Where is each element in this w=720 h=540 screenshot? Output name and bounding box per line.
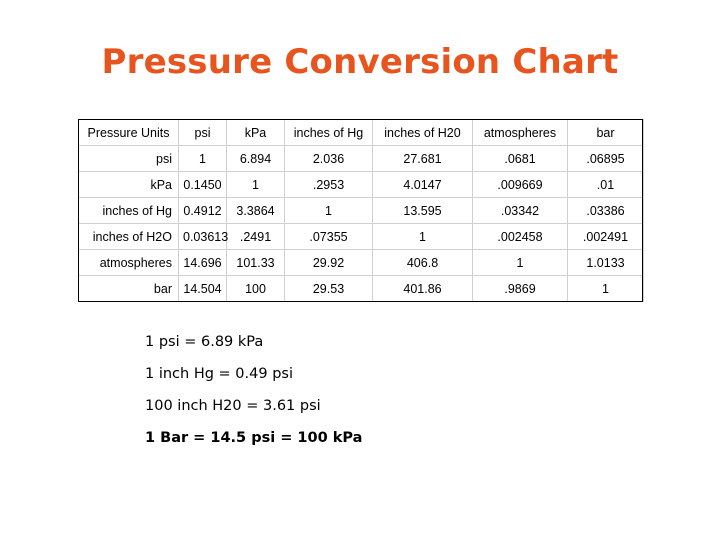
table-cell: .06895: [568, 146, 644, 172]
table-cell: 1: [179, 146, 227, 172]
table-row: [79, 250, 644, 276]
table-cell: 3.3864: [227, 198, 285, 224]
table-cell: .07355: [285, 224, 373, 250]
table-cell: 406.8: [373, 250, 473, 276]
column-header: psi: [179, 120, 227, 146]
table-cell: .0681: [473, 146, 568, 172]
note-line: 1 psi = 6.89 kPa: [145, 334, 264, 350]
table-cell: 13.595: [373, 198, 473, 224]
column-header: inches of H20: [373, 120, 473, 146]
row-header: inches of Hg: [79, 198, 179, 224]
table-cell: 2.036: [285, 146, 373, 172]
table-cell: .03386: [568, 198, 644, 224]
table-cell: .002491: [568, 224, 644, 250]
column-header: bar: [568, 120, 644, 146]
table-cell: .03342: [473, 198, 568, 224]
table-cell: .2953: [285, 172, 373, 198]
table-cell: .9869: [473, 276, 568, 302]
table-cell: 14.504: [179, 276, 227, 302]
table-row: [79, 198, 644, 224]
table-cell: 0.1450: [179, 172, 227, 198]
table-cell: 1: [227, 172, 285, 198]
table-cell: 101.33: [227, 250, 285, 276]
note-line: 1 inch Hg = 0.49 psi: [145, 366, 293, 382]
table-cell: 100: [227, 276, 285, 302]
table-cell: .002458: [473, 224, 568, 250]
table-cell: 27.681: [373, 146, 473, 172]
note-line: 100 inch H20 = 3.61 psi: [145, 398, 321, 414]
table-cell: 14.696: [179, 250, 227, 276]
table-cell: 1: [373, 224, 473, 250]
table-cell: 1: [285, 198, 373, 224]
table-cell: 4.0147: [373, 172, 473, 198]
table-cell: 1: [568, 276, 644, 302]
note-line-bold: 1 Bar = 14.5 psi = 100 kPa: [145, 430, 363, 446]
table-row: [79, 146, 644, 172]
table-row: [79, 172, 644, 198]
table-cell: 1.0133: [568, 250, 644, 276]
row-header: kPa: [79, 172, 179, 198]
row-header: psi: [79, 146, 179, 172]
table-cell: 29.53: [285, 276, 373, 302]
row-header: bar: [79, 276, 179, 302]
conversion-notes: [145, 326, 362, 454]
table-cell: 1: [473, 250, 568, 276]
row-header: atmospheres: [79, 250, 179, 276]
table-row: [79, 276, 644, 302]
column-header: Pressure Units: [79, 120, 179, 146]
table-cell: .2491: [227, 224, 285, 250]
column-header: kPa: [227, 120, 285, 146]
column-header: atmospheres: [473, 120, 568, 146]
table-cell: 6.894: [227, 146, 285, 172]
table-cell: 0.03613: [179, 224, 227, 250]
table-cell: 29.92: [285, 250, 373, 276]
table-row: [79, 224, 644, 250]
column-header: inches of Hg: [285, 120, 373, 146]
table-cell: 401.86: [373, 276, 473, 302]
row-header: inches of H2O: [79, 224, 179, 250]
table-header-row: [79, 120, 644, 146]
conversion-table: [78, 119, 644, 302]
table-cell: 0.4912: [179, 198, 227, 224]
page-title: Pressure Conversion Chart: [101, 42, 619, 82]
table-cell: .009669: [473, 172, 568, 198]
table-cell: .01: [568, 172, 644, 198]
